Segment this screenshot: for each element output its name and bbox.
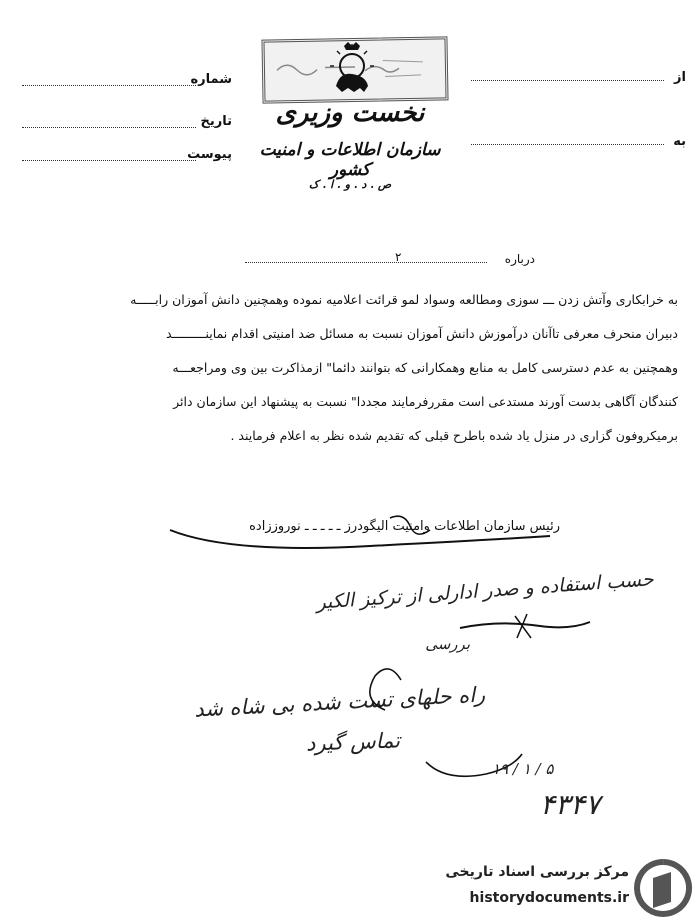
handwritten-date: ۱۹ / ۱ / ۵ [492,760,554,778]
body-line: برمیکروفون گزاری در منزل یاد شده باطرح قبلی که تقدیم شده نظر به اعلام فرمایند . [230,428,678,443]
attachment-field [22,147,232,167]
number-dotted-line [22,85,196,86]
body-line: وهمچنین به عدم دسترسی کامل به منابع وهمکارانی که بتوانند دائما" ازمذاکرت بین وی ومراجعـــه [172,360,678,375]
from-label: از [674,70,686,85]
subject-label: درباره [504,252,535,266]
handwritten-loop-icon [355,660,415,720]
watermark-title: مرکز بررسی اسناد تاریخی [445,864,629,880]
watermark [410,858,695,920]
handwritten-note-line: حسب استفاده و صدر ادارلی از ترکیز الکیر [315,568,655,614]
subject-field [245,252,535,272]
subject-value: ۲ [395,250,402,264]
handwritten-note-line: راه حلهای تست شده بی شاه شد [193,682,486,722]
from-field [471,70,686,90]
handwritten-strike-icon [455,612,595,642]
signature-flourish-icon [150,512,570,552]
attachment-label: پیوست [187,147,232,162]
to-field [471,134,686,154]
lion-and-sun-emblem-icon [322,42,382,98]
letter-body [20,283,678,453]
handwritten-note-line: تماس گیرد [305,728,401,756]
to-label: به [673,134,686,149]
body-line: دبیران منحرف معرفی تاآنان درآموزش دانش آموزان نسبت به مسائل ضد امنیتی اقدام نماینـــــــــد [166,326,678,341]
watermark-url: historydocuments.ir [469,890,629,906]
body-line: کنندگان آگاهی بدست آورند مستدعی است مقررفرمایند مجددا" نسبت به پیشنهاد این سازمان دائر [173,394,678,409]
from-dotted-line [471,80,664,81]
date-field [22,114,232,134]
body-line: به خرابکاری وآتش زدن ـــ سوزی ومطالعه وسواد لمو قرائت اعلامیه نموده وهمچنین دانش آموزان رابـــــه [130,292,678,307]
handwritten-review: بررسی [425,635,470,653]
ministry-title: نخست وزیری [275,98,425,128]
archive-logo-icon [633,858,691,918]
date-dotted-line [22,127,196,128]
date-label: تاریخ [200,114,232,129]
subject-dotted-line [245,262,487,263]
number-field [22,72,232,92]
office-code: ص . د . و . ا . ک [308,178,392,191]
to-dotted-line [471,144,664,145]
number-label: شماره [190,72,232,87]
attachment-dotted-line [22,160,196,161]
organization-subtitle: سازمان اطلاعات و امنیت کشور [259,140,441,180]
handwritten-number: ۴۳۴۷ [540,788,601,821]
signature-line: رئیس سازمان اطلاعات وامنیت الیگودرز ـ ـ ـ ـ ـ نوروززاده [249,519,560,534]
